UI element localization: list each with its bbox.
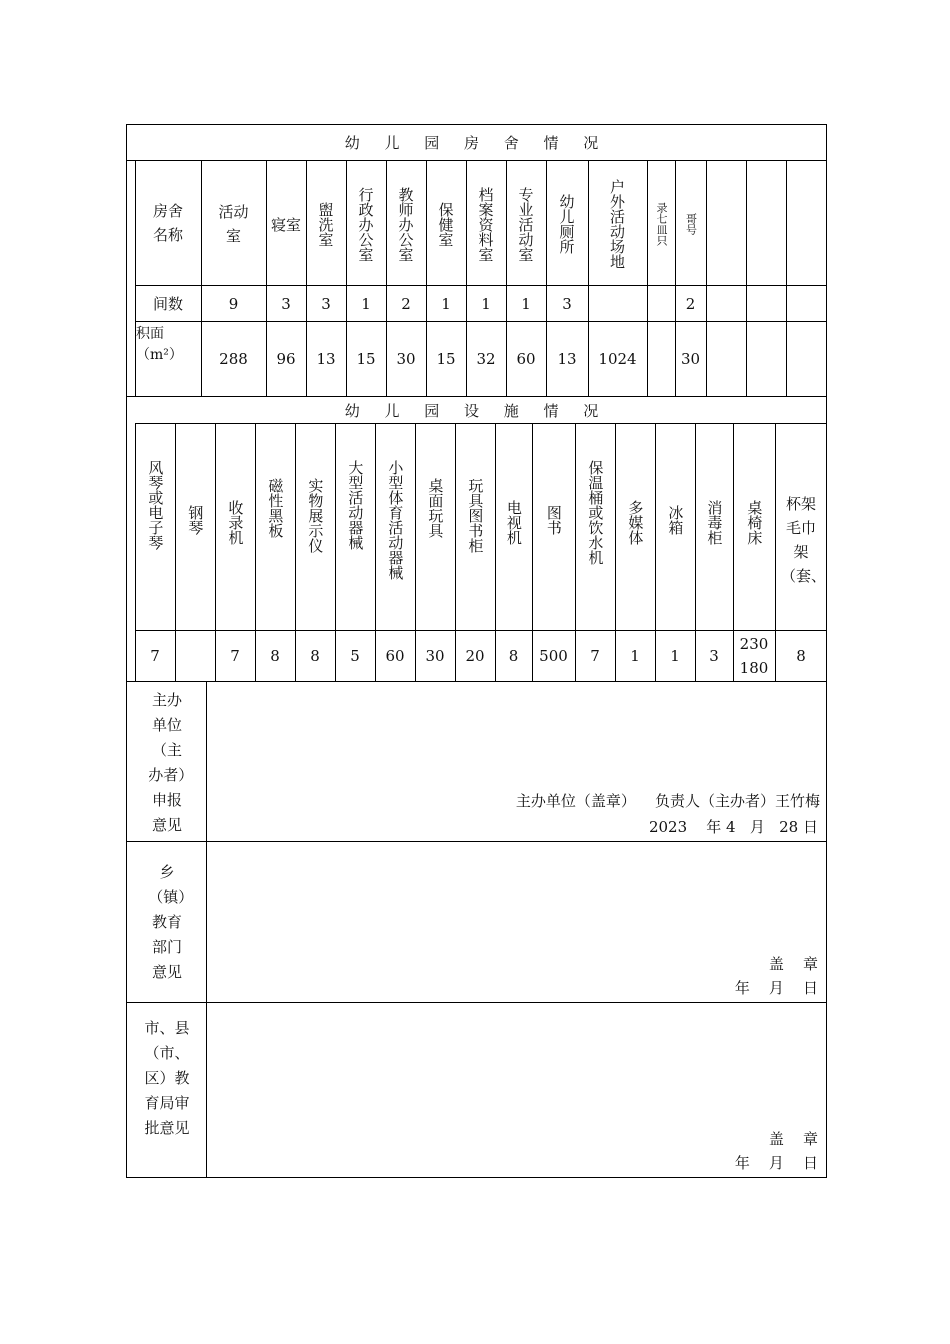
- facility-name-4: 实物展示仪: [306, 478, 325, 553]
- facility-value-7: 30: [425, 647, 445, 665]
- room-name-14: [786, 165, 827, 283]
- facility-value-16: 8: [796, 647, 806, 665]
- rooms-area-label-text: 积面（m²）: [136, 326, 183, 363]
- township-opinion-label: 乡（镇）教育部门意见: [148, 863, 186, 981]
- sponsor-sign-line: 主办单位（盖章） 负责人（主办者）王竹梅: [515, 792, 820, 810]
- facility-value-13: 1: [670, 647, 680, 665]
- room-count-7: 1: [521, 294, 531, 313]
- room-count-9: [588, 286, 647, 321]
- facility-value-8: 20: [465, 647, 485, 665]
- facility-name-10: 图书: [544, 505, 563, 535]
- room-name-13: [746, 165, 786, 283]
- county-opinion-label: 市、县（市、区）教育局审批意见: [144, 1019, 190, 1137]
- facility-name-1: 钢琴: [186, 505, 205, 535]
- facility-value-1: [175, 631, 215, 681]
- facility-name-6: 小型体育活动器械: [386, 460, 405, 580]
- room-count-3: 1: [361, 294, 371, 313]
- facility-name-5: 大型活动器械: [346, 460, 365, 550]
- county-date-line: 年 月 日: [734, 1154, 818, 1172]
- rooms-section-title: 幼 儿 园 房 舍 情 况: [344, 134, 609, 152]
- room-area-2: 13: [316, 350, 336, 368]
- facility-name-9: 电视机: [504, 500, 523, 545]
- room-area-12: [706, 322, 746, 396]
- room-name-7: 专业活动室: [516, 186, 535, 262]
- room-count-13: [746, 286, 786, 321]
- room-count-12: [706, 286, 746, 321]
- room-area-9: 1024: [598, 350, 637, 368]
- room-name-2: 盥洗室: [316, 201, 335, 247]
- room-area-0: 288: [219, 350, 248, 368]
- facility-value-12: 1: [630, 647, 640, 665]
- room-area-8: 13: [557, 350, 577, 368]
- facility-name-2: 收录机: [226, 500, 245, 545]
- room-area-4: 30: [396, 350, 416, 368]
- facility-value-0: 7: [150, 647, 160, 665]
- rooms-header-label: 房舍名称: [152, 202, 183, 244]
- sponsor-opinion-label: 主办单位（主办者）申报意见: [148, 691, 186, 834]
- room-count-4: 2: [401, 294, 411, 313]
- township-date-line: 年 月 日: [734, 979, 818, 997]
- room-name-3: 行政办公室: [356, 186, 375, 262]
- room-name-4: 教师办公室: [396, 186, 415, 262]
- room-area-13: [746, 322, 786, 396]
- room-name-8: 幼儿厕所: [557, 194, 576, 254]
- room-count-14: [786, 286, 827, 321]
- room-count-10: [647, 286, 675, 321]
- room-name-5: 保健室: [436, 201, 455, 247]
- room-area-14: [786, 322, 827, 396]
- room-count-2: 3: [321, 294, 331, 313]
- facility-name-16: 杯架毛巾架（套、: [781, 495, 827, 585]
- room-area-5: 15: [436, 350, 456, 368]
- rooms-area-label: [136, 324, 198, 394]
- room-area-7: 60: [516, 350, 536, 368]
- rooms-count-label: 间数: [152, 295, 183, 313]
- facility-name-13: 冰箱: [666, 505, 685, 535]
- facility-value-11: 7: [590, 647, 600, 665]
- facility-value-15: 230 180: [739, 635, 769, 677]
- room-name-11: 哥号: [684, 213, 698, 235]
- room-area-6: 32: [476, 350, 496, 368]
- room-area-3: 15: [356, 350, 376, 368]
- facility-value-5: 5: [350, 647, 360, 665]
- facility-name-11: 保温桶或饮水机: [586, 460, 605, 565]
- room-area-10: [647, 322, 675, 396]
- room-area-1: 96: [276, 350, 296, 368]
- room-count-5: 1: [441, 294, 451, 313]
- room-name-0: 活动室: [218, 203, 249, 245]
- facility-value-10: 500: [539, 647, 568, 665]
- facility-value-14: 3: [709, 647, 719, 665]
- room-count-11: 2: [685, 294, 696, 313]
- room-count-8: 3: [562, 294, 572, 313]
- room-name-10: 录七皿只: [655, 202, 668, 246]
- facility-name-14: 消毒柜: [705, 500, 724, 545]
- facility-name-0: 风琴或电子琴: [146, 460, 165, 550]
- facility-value-3: 8: [270, 647, 280, 665]
- room-count-6: 1: [481, 294, 491, 313]
- facility-name-3: 磁性黑板: [266, 478, 285, 538]
- room-name-6: 档案资料室: [476, 186, 495, 262]
- township-seal: 盖 章: [768, 955, 818, 973]
- room-name-1: 寝室: [270, 215, 301, 234]
- room-name-9: 户外活动场地: [608, 179, 626, 269]
- facilities-section-title: 幼 儿 园 设 施 情 况: [344, 401, 609, 420]
- room-name-12: [706, 165, 746, 283]
- facility-value-6: 60: [385, 647, 405, 665]
- room-count-1: 3: [281, 294, 291, 313]
- facility-value-4: 8: [310, 647, 320, 665]
- facility-name-15: 桌椅床: [745, 500, 764, 545]
- facility-value-2: 7: [230, 647, 240, 665]
- facility-name-8: 玩具图书柜: [466, 478, 485, 553]
- facility-name-7: 桌面玩具: [426, 478, 445, 538]
- room-count-0: 9: [228, 294, 239, 313]
- facility-name-12: 多媒体: [626, 500, 645, 545]
- county-seal: 盖 章: [768, 1130, 818, 1148]
- sponsor-date-line: 2023 年 4 月 28 日: [648, 818, 818, 836]
- facility-value-9: 8: [508, 647, 519, 665]
- room-area-11: 30: [680, 350, 701, 368]
